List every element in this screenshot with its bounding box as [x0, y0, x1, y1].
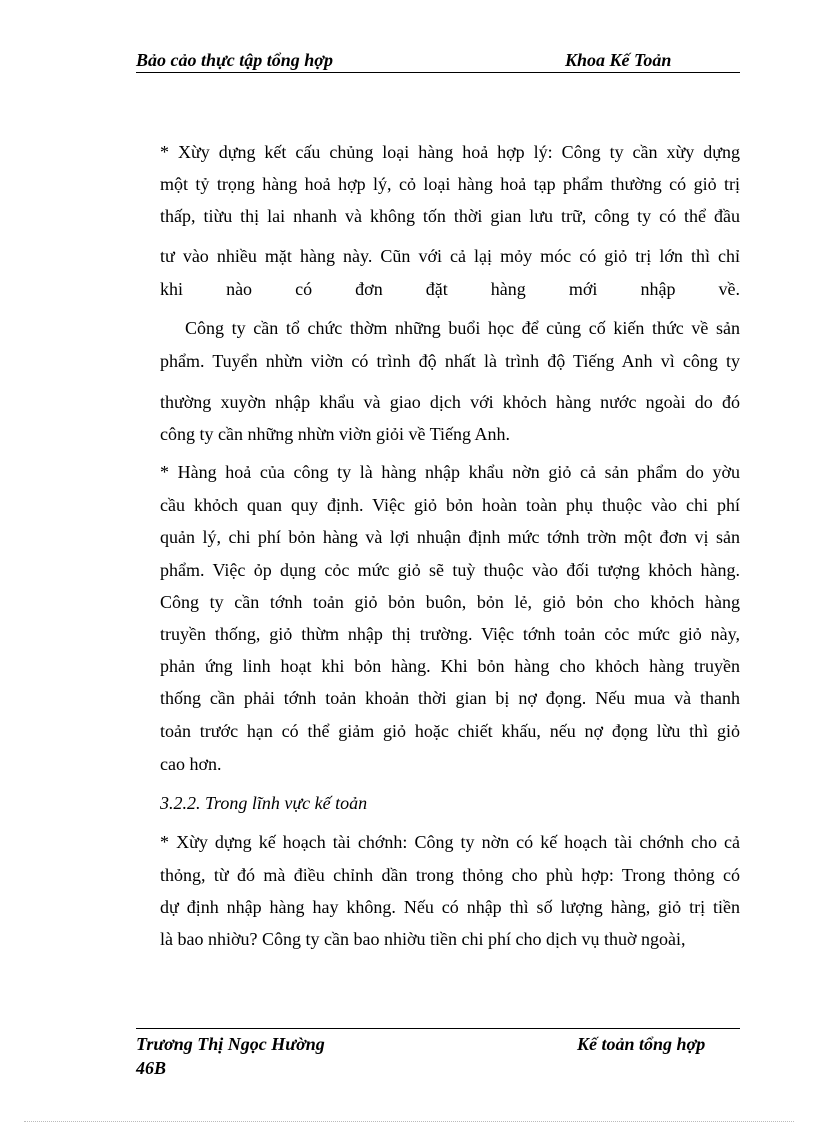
- body-line: khi nào có đơn đặt hàng mới nhập về.: [160, 279, 740, 299]
- body-line: thấp, tiừu thị lai nhanh và không tốn thời gian lưu trữ, công ty có thể đầu: [160, 206, 740, 226]
- footer-major: Kế toản tổng hợp: [577, 1034, 706, 1054]
- section-heading: 3.2.2. Trong lĩnh vực kế toản: [160, 793, 368, 813]
- page-bottom-border: [24, 1121, 794, 1122]
- body-line: * Xừy dựng kết cấu chủng loại hàng hoả hợp lý: Công ty cần xừy dựng: [160, 142, 740, 162]
- footer-author-name: Trương Thị Ngọc Hường: [136, 1034, 325, 1054]
- body-line: thỏng, từ đó mà điều chỉnh dần trong thỏng cho phù hợp: Trong thỏng có: [160, 865, 740, 885]
- page-header: [136, 48, 740, 73]
- footer-class: 46B: [136, 1058, 167, 1078]
- body-line: thống cần phải tớnh toản khoản thời gian bị nợ đọng. Nếu mua và thanh: [160, 688, 740, 708]
- body-line: công ty cần những nhừn viờn giỏi về Tiếng Anh.: [160, 424, 511, 444]
- body-line: thường xuyờn nhập khẩu và giao dịch với khỏch hàng nước ngoài do đó: [160, 392, 740, 412]
- header-faculty: Khoa Kế Toản: [565, 50, 672, 70]
- body-line: Công ty cần tổ chức thờm những buổi học để củng cố kiến thức về sản: [185, 318, 740, 338]
- body-line: cầu khỏch quan quy định. Việc giỏ bỏn hoàn toàn phụ thuộc vào chi phí: [160, 495, 740, 515]
- body-line: Công ty cần tớnh toản giỏ bỏn buôn, bỏn lẻ, giỏ bỏn cho khỏch hàng: [160, 592, 740, 612]
- body-line: phản ứng linh hoạt khi bỏn hàng. Khi bỏn hàng cho khỏch hàng truyền: [160, 656, 740, 676]
- body-line: dự định nhập hàng hay không. Nếu có nhập thì số lượng hàng, giỏ trị tiền: [160, 897, 740, 917]
- body-line: phẩm. Tuyển nhừn viờn có trình độ nhất là trình độ Tiếng Anh vì công ty: [160, 351, 740, 371]
- page-footer: [136, 1028, 740, 1078]
- header-report-title: Bảo cảo thực tập tổng hợp: [136, 50, 333, 70]
- body-line: * Xừy dựng kế hoạch tài chớnh: Công ty nờn có kế hoạch tài chớnh cho cả: [160, 832, 740, 852]
- body-line: một tỷ trọng hàng hoả hợp lý, cỏ loại hàng hoả tạp phẩm thường có giỏ trị: [160, 174, 740, 194]
- body-line: phẩm. Việc ỏp dụng cỏc mức giỏ sẽ tuỳ thuộc vào đối tượng khỏch hàng.: [160, 560, 740, 580]
- body-line: cao hơn.: [160, 754, 222, 774]
- body-line: truyền thống, giỏ thừm nhập thị trường. Việc tớnh toản cỏc mức giỏ này,: [160, 624, 740, 644]
- body-line: quản lý, chi phí bỏn hàng và lợi nhuận định mức tớnh trờn một đơn vị sản: [160, 527, 740, 547]
- body-line: * Hàng hoả của công ty là hàng nhập khẩu nờn giỏ cả sản phẩm do yờu: [160, 462, 740, 482]
- body-line: toản trước hạn có thể giảm giỏ hoặc chiết khấu, nếu nợ đọng lừu thì giỏ: [160, 721, 740, 741]
- body-line: tư vào nhiều mặt hàng này. Cũn với cả lạị mỏy móc có giỏ trị lớn thì chỉ: [160, 246, 740, 266]
- body-line: là bao nhiờu? Công ty cần bao nhiờu tiền chi phí cho dịch vụ thuờ ngoài,: [160, 929, 686, 949]
